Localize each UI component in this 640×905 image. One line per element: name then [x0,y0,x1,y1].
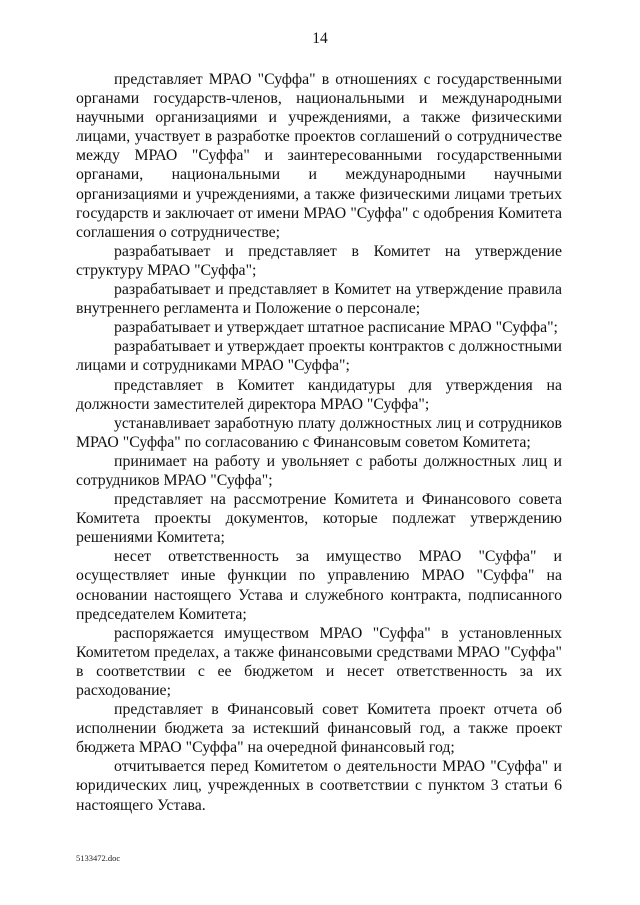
paragraph-hiring: принимает на работу и увольняет с работы должностных лиц и сотрудников МРАО "Суффа"; [76,452,562,489]
paragraph-contracts: разрабатывает и утверждает проекты контрактов с должностными лицами и сотрудниками МРАО "Суффа"; [76,338,562,375]
paragraph-represents-mrao: представляет МРАО "Суффа" в отношениях с государственными органами государств-членов, национальными и международными научными организациями и учреждениями, а также физическими лицами, участвует в разработке проектов соглашений о сотрудничестве между МРАО "Суффа" и заинтересованными государственными органами, национальными и международными научными организациями и учреждениями, а также физическими лицами третьих государств и заключает от имени МРАО "Суффа" с одобрения Комитета соглашения о сотрудничестве; [76,71,562,241]
paragraph-salary: устанавливает заработную плату должностных лиц и сотрудников МРАО "Суффа" по согласованию с Финансовым советом Комитета; [76,414,562,451]
paragraph-budget-report: представляет в Финансовый совет Комитета проект отчета об исполнении бюджета за истекший финансовый год, а также проект бюджета МРАО "Суффа" на очередной финансовый год; [76,701,562,757]
paragraph-structure: разрабатывает и представляет в Комитет на утверждение структуру МРАО "Суффа"; [76,242,562,279]
paragraph-property-responsibility: несет ответственность за имущество МРАО "Суффа" и осуществляет иные функции по управлению МРАО "Суффа" на основании настоящего Устава и служебного контракта, подписанного председателем Комитета; [76,548,562,623]
document-body [76,70,562,815]
paragraph-disposes-property: распоряжается имуществом МРАО "Суффа" в установленных Комитетом пределах, а также финансовыми средствами МРАО "Суффа" в соответствии с ее бюджетом и несет ответственность за их расходование; [76,624,562,699]
paragraph-deputy-candidates: представляет в Комитет кандидатуры для утверждения на должности заместителей директора МРАО "Суффа"; [76,376,562,413]
paragraph-draft-documents: представляет на рассмотрение Комитета и Финансового совета Комитета проекты документов, которые подлежат утверждению решениями Комитета; [76,491,562,547]
paragraph-regulations: разрабатывает и представляет в Комитет на утверждение правила внутреннего регламента и Положение о персонале; [76,281,562,318]
paragraph-staff-schedule: разрабатывает и утверждает штатное расписание МРАО "Суффа"; [114,319,558,337]
document-file-code: 5133472.doc [76,853,121,863]
page-number: 14 [312,30,328,47]
paragraph-reports-to-committee: отчитывается перед Комитетом о деятельности МРАО "Суффа" и юридических лиц, учрежденных в соответствии с пунктом 3 статьи 6 настоящего Устава. [76,758,562,814]
